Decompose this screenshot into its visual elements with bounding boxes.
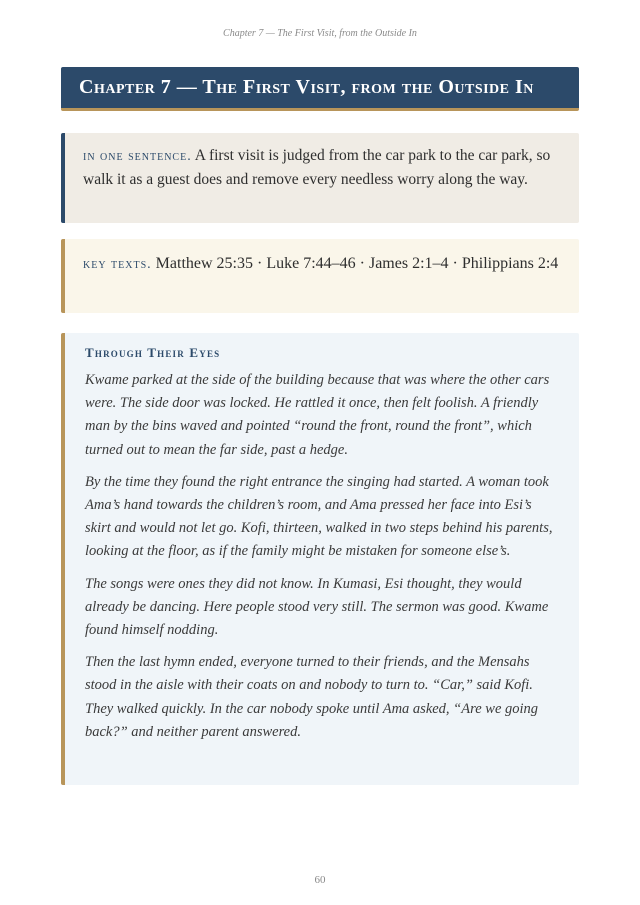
summary-box	[61, 133, 579, 223]
story-heading: Through Their Eyes	[85, 345, 221, 360]
chapter-title: Chapter 7 — The First Visit, from the Outside In	[79, 76, 534, 98]
key-texts-label: key texts.	[83, 257, 152, 272]
summary-text: A first visit is judged from the car park to the car park, so walk it as a guest does and remove every needless worry along the way.	[83, 147, 551, 188]
summary-label: in one sentence.	[83, 149, 192, 164]
summary-paragraph	[83, 145, 561, 191]
key-texts-box	[61, 239, 579, 313]
running-head: Chapter 7 — The First Visit, from the Outside In	[223, 28, 417, 39]
story-paragraph: Then the last hymn ended, everyone turned to their friends, and the Mensahs stood in the aisle with their coats on and nobody to turn to. “Car,” said Kofi. They walked quickly. In the car nobody spoke until Ama asked, “Are we going back?” and neither parent answered.	[85, 654, 539, 740]
story-box	[61, 333, 579, 785]
key-texts-references: Matthew 25:35 · Luke 7:44–46 · James 2:1–4 · Philippians 2:4	[155, 255, 559, 272]
chapter-banner	[61, 67, 579, 111]
page-number: 60	[314, 874, 326, 886]
story-paragraph: By the time they found the right entrance the singing had started. A woman took Ama’s hand towards the children’s room, and Ama pressed her face into Esi’s skirt and would not let go. Kofi, thirteen, walked in two steps behind his parents, looking at the floor, as if the family might be mistaken for someone else’s.	[85, 473, 553, 560]
story-paragraph: The songs were ones they did not know. In Kumasi, Esi thought, they would already be dancing. Here people stood very still. The sermon was good. Kwame found himself nodding.	[85, 575, 549, 639]
key-texts-paragraph	[83, 252, 561, 277]
story-paragraph: Kwame parked at the side of the building because that was where the other cars were. The side door was locked. He rattled it once, then felt foolish. A friendly man by the bins waved and pointed “round the front, round the front”, which turned out to mean the far side, past a hedge.	[85, 372, 550, 458]
